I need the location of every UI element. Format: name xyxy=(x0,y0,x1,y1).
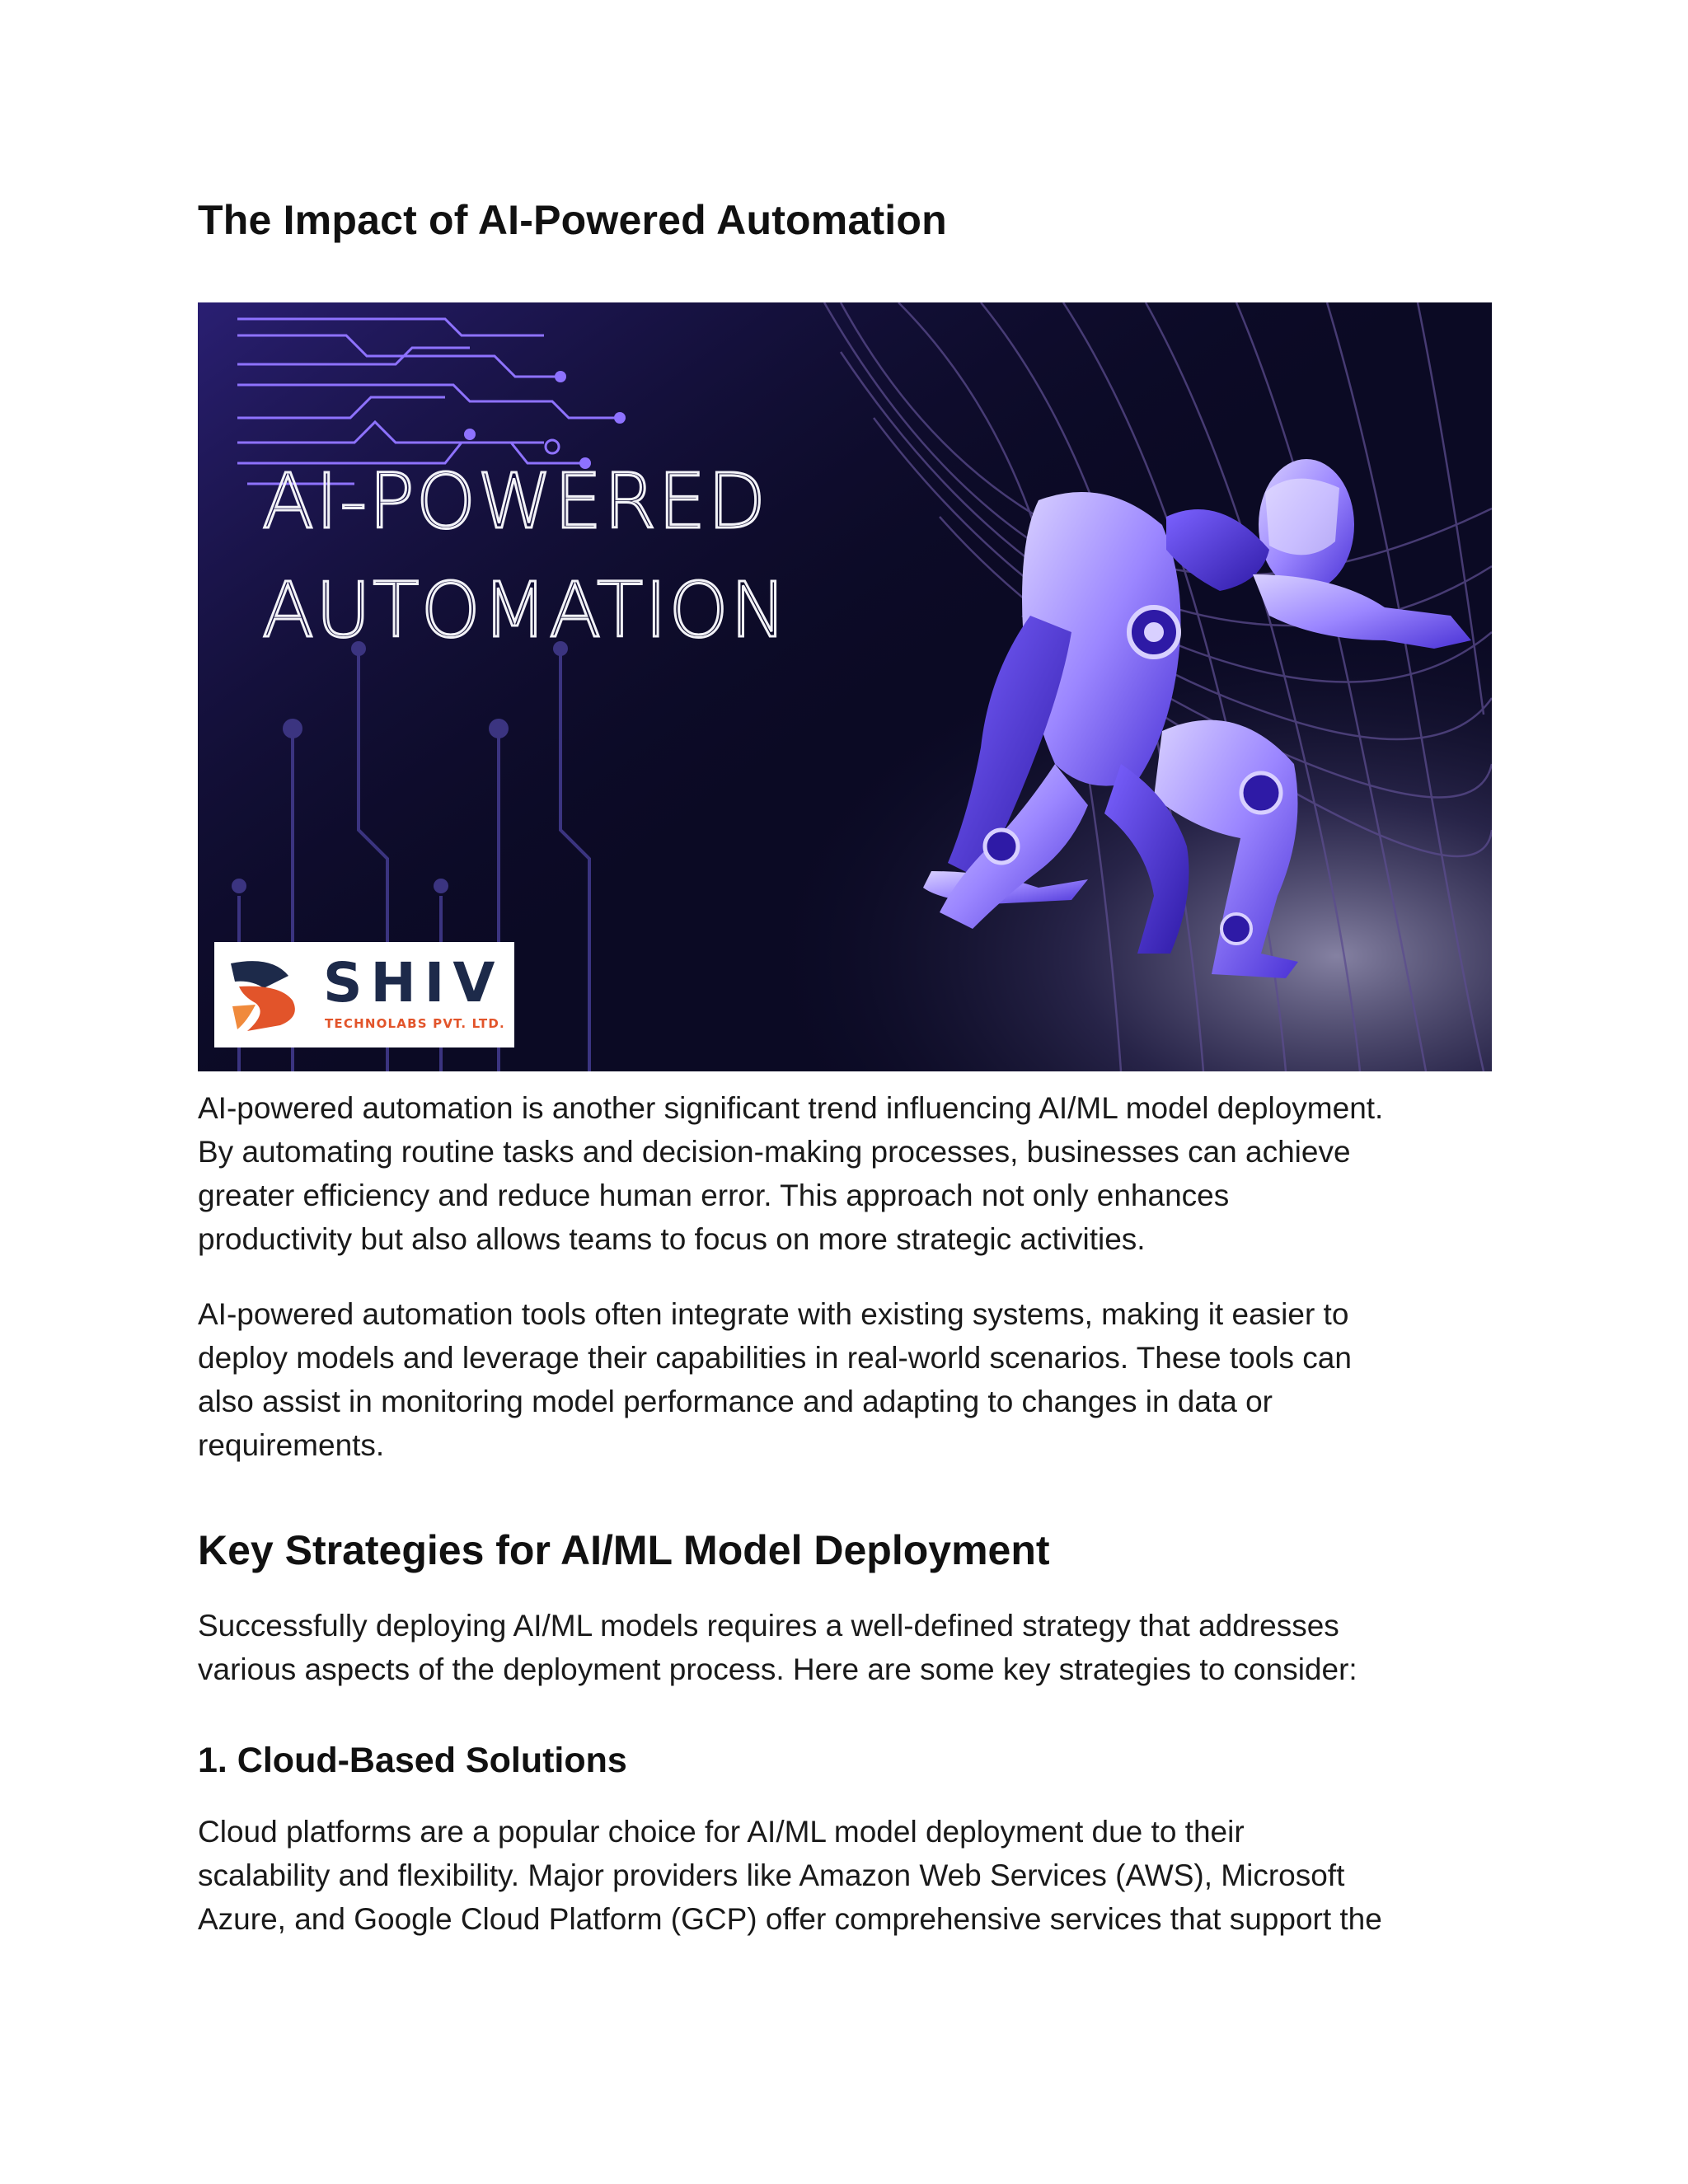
shiv-logo-mark-icon xyxy=(223,955,305,1036)
text-line: AI-powered automation tools often integrate with existing systems, making it easier to xyxy=(198,1297,1349,1331)
text-line: AI-powered automation is another significant trend influencing AI/ML model deployment. xyxy=(198,1091,1384,1125)
text-line: also assist in monitoring model performance and adapting to changes in data or xyxy=(198,1385,1273,1418)
paragraph-strategies-intro xyxy=(198,1604,1492,1691)
logo-wordmark: SHIV xyxy=(323,951,504,1015)
paragraph-automation-intro xyxy=(198,1086,1492,1261)
banner-headline-line: AI-POWERED xyxy=(262,457,768,546)
text-line: productivity but also allows teams to focus on more strategic activities. xyxy=(198,1222,1146,1256)
banner-headline xyxy=(262,448,1086,665)
section-heading: Key Strategies for AI/ML Model Deployment xyxy=(198,1527,1050,1573)
paragraph-automation-tools xyxy=(198,1292,1492,1467)
text-line: deploy models and leverage their capabilities in real-world scenarios. These tools can xyxy=(198,1341,1352,1375)
subsection-heading: 1. Cloud-Based Solutions xyxy=(198,1741,627,1780)
text-line: Cloud platforms are a popular choice for AI/ML model deployment due to their xyxy=(198,1815,1245,1849)
company-logo xyxy=(214,942,514,1047)
text-line: Successfully deploying AI/ML models requires a well-defined strategy that addresses xyxy=(198,1609,1339,1643)
page-title: The Impact of AI-Powered Automation xyxy=(198,197,947,243)
text-line: Azure, and Google Cloud Platform (GCP) offer comprehensive services that support the xyxy=(198,1902,1382,1936)
text-line: scalability and flexibility. Major providers like Amazon Web Services (AWS), Microsoft xyxy=(198,1858,1345,1892)
hero-banner-image xyxy=(198,302,1492,1071)
text-line: requirements. xyxy=(198,1428,385,1462)
logo-tagline: TECHNOLABS PVT. LTD. xyxy=(325,1016,505,1031)
banner-headline-line: AUTOMATION xyxy=(262,566,789,654)
text-line: various aspects of the deployment process. Here are some key strategies to consider: xyxy=(198,1652,1357,1686)
text-line: By automating routine tasks and decision-making processes, businesses can achieve xyxy=(198,1135,1351,1169)
paragraph-cloud-solutions xyxy=(198,1810,1492,1941)
text-line: greater efficiency and reduce human error. This approach not only enhances xyxy=(198,1179,1230,1212)
